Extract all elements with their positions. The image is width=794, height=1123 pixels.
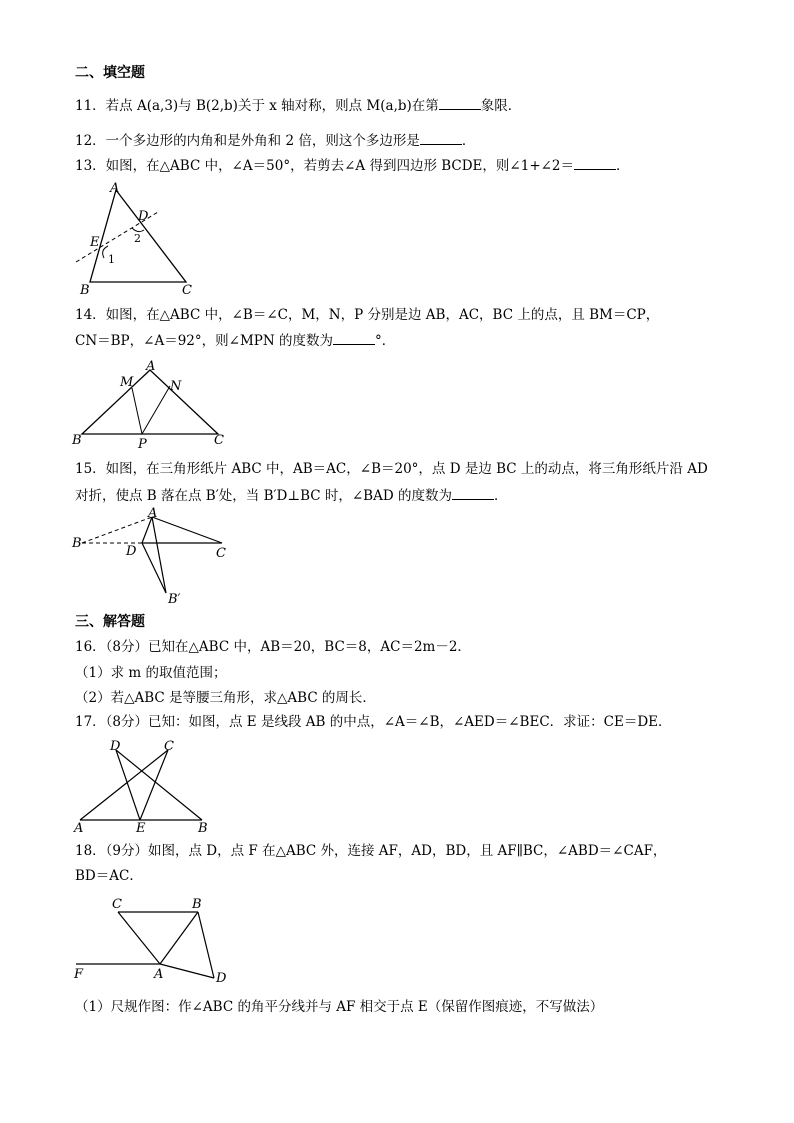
label-D: D	[110, 739, 121, 754]
section-title-solve: 三、解答题	[75, 614, 145, 630]
label-angle-2: 2	[134, 232, 141, 245]
answer-blank	[574, 156, 616, 170]
answer-blank	[333, 331, 375, 345]
question-12	[75, 131, 475, 150]
question-15-text: 对折，使点 B 落在点 B′处，当 B′D⊥BC 时，∠BAD 的度数为	[75, 488, 452, 504]
question-15-line-2	[75, 486, 507, 505]
question-12-text: 12．一个多边形的内角和是外角和 2 倍，则这个多边形是	[75, 133, 420, 149]
label-B: B	[72, 536, 82, 551]
label-N: N	[170, 379, 182, 394]
label-B: B	[72, 433, 82, 448]
label-A: A	[148, 506, 158, 521]
label-D: D	[126, 544, 137, 559]
label-E: E	[136, 821, 146, 836]
question-13	[75, 156, 630, 175]
label-A: A	[154, 967, 164, 982]
label-C: C	[216, 546, 226, 561]
label-M: M	[120, 375, 134, 390]
figure-14-triangle	[68, 358, 238, 450]
label-B: B	[192, 897, 202, 912]
label-A: A	[146, 359, 156, 374]
question-15-line-1: 15．如图，在三角形纸片 ABC 中，AB＝AC，∠B＝20°，点 D 是边 BC 上的动点，将三角形纸片沿 AD	[75, 461, 708, 477]
answer-blank	[420, 131, 462, 145]
question-11-text: 11．若点 A(a,3)与 B(2,b)关于 x 轴对称，则点 M(a,b)在第	[75, 98, 439, 114]
label-B: B	[80, 283, 90, 298]
question-14-text: CN＝BP，∠A＝92°，则∠MPN 的度数为	[75, 333, 333, 349]
label-angle-1: 1	[108, 253, 115, 266]
section-title-fill-in: 二、填空题	[75, 65, 145, 81]
question-18-line-1: 18．（9分）如图，点 D，点 F 在△ABC 外，连接 AF，AD，BD，且 AF∥BC，∠ABD＝∠CAF，	[75, 843, 667, 859]
label-D: D	[216, 971, 227, 986]
question-17: 17．（8分）已知：如图，点 E 是线段 AB 的中点，∠A＝∠B，∠AED＝∠BEC．求证：CE＝DE．	[75, 714, 672, 730]
label-C: C	[164, 739, 174, 754]
question-14-line-2	[75, 331, 395, 350]
question-16-part-2: （2）若△ABC 是等腰三角形，求△ABC 的周长．	[75, 690, 376, 706]
figure-17	[68, 734, 218, 836]
question-16-part-1: （1）求 m 的取值范围；	[75, 665, 227, 681]
label-P: P	[138, 437, 147, 450]
question-18-part-1: （1）尺规作图：作∠ABC 的角平分线并与 AF 相交于点 E（保留作图痕迹，不写做法）	[75, 999, 604, 1015]
question-13-tail: ．	[616, 158, 630, 174]
label-A: A	[74, 821, 84, 836]
figure-18	[68, 892, 248, 994]
label-C: C	[112, 897, 122, 912]
question-12-tail: ．	[461, 133, 476, 149]
figure-13-triangle	[68, 180, 208, 298]
label-A: A	[110, 181, 120, 196]
figure-15-triangle	[68, 505, 238, 607]
question-18-line-2: BD＝AC．	[75, 868, 143, 884]
question-16-line-1: 16．（8分）已知在△ABC 中，AB＝20，BC＝8，AC＝2m－2．	[75, 639, 471, 655]
question-13-text: 13．如图，在△ABC 中，∠A＝50°，若剪去∠A 得到四边形 BCDE，则∠1+∠2＝	[75, 158, 575, 174]
answer-blank	[439, 96, 481, 110]
question-14-line-1: 14．如图，在△ABC 中，∠B＝∠C，M，N，P 分别是边 AB，AC，BC 上的点，且 BM＝CP，	[75, 307, 660, 323]
question-14-tail: °．	[374, 333, 396, 349]
label-F: F	[74, 967, 84, 982]
label-B: B	[198, 821, 208, 836]
answer-blank	[452, 486, 494, 500]
label-D: D	[138, 209, 149, 224]
question-11-tail: 象限．	[480, 98, 522, 114]
label-C: C	[182, 283, 192, 298]
label-C: C	[214, 433, 224, 448]
question-15-tail: ．	[493, 488, 508, 504]
label-E: E	[90, 235, 100, 250]
question-11	[75, 96, 521, 115]
label-B-prime: B′	[168, 592, 181, 607]
